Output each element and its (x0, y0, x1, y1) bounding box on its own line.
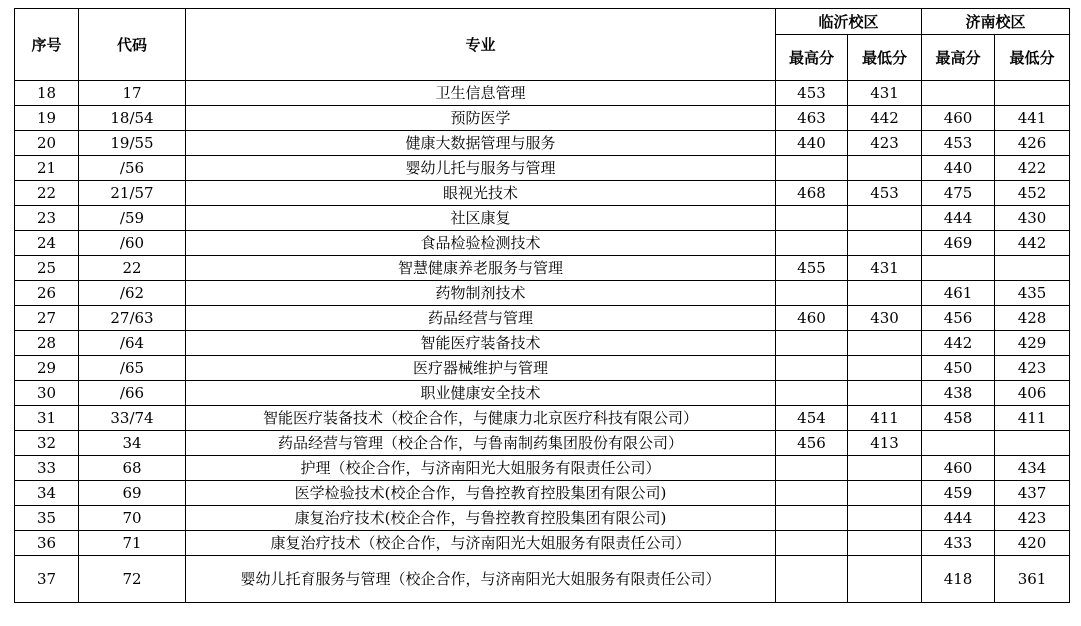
cell-code: 69 (79, 481, 186, 506)
cell-major: 药物制剂技术 (186, 281, 776, 306)
cell-code: 34 (79, 431, 186, 456)
cell-jinan-min: 441 (995, 106, 1070, 131)
cell-no: 33 (15, 456, 79, 481)
cell-major: 预防医学 (186, 106, 776, 131)
cell-jinan-max: 450 (922, 356, 995, 381)
cell-jinan-min: 422 (995, 156, 1070, 181)
cell-jinan-max: 461 (922, 281, 995, 306)
header-jinan-max: 最高分 (922, 35, 995, 81)
header-no: 序号 (15, 9, 79, 81)
cell-major: 药品经营与管理 (186, 306, 776, 331)
cell-code: 33/74 (79, 406, 186, 431)
cell-linyi-max (776, 481, 848, 506)
cell-major: 婴幼儿托与服务与管理 (186, 156, 776, 181)
cell-jinan-max: 442 (922, 331, 995, 356)
cell-code: /56 (79, 156, 186, 181)
cell-major: 药品经营与管理（校企合作，与鲁南制药集团股份有限公司） (186, 431, 776, 456)
cell-major: 卫生信息管理 (186, 81, 776, 106)
cell-jinan-max: 453 (922, 131, 995, 156)
table-row (15, 231, 1070, 256)
cell-code: 27/63 (79, 306, 186, 331)
header-linyi-max: 最高分 (776, 35, 848, 81)
cell-linyi-min (848, 381, 922, 406)
cell-linyi-min (848, 456, 922, 481)
table-row (15, 131, 1070, 156)
cell-no: 35 (15, 506, 79, 531)
cell-no: 29 (15, 356, 79, 381)
header-linyi-min: 最低分 (848, 35, 922, 81)
table-row (15, 506, 1070, 531)
cell-jinan-max: 456 (922, 306, 995, 331)
table-row (15, 331, 1070, 356)
cell-linyi-min: 430 (848, 306, 922, 331)
cell-jinan-max: 459 (922, 481, 995, 506)
cell-code: 72 (79, 556, 186, 603)
cell-jinan-min: 423 (995, 356, 1070, 381)
table-row (15, 256, 1070, 281)
cell-major: 医疗器械维护与管理 (186, 356, 776, 381)
cell-no: 26 (15, 281, 79, 306)
cell-linyi-min: 442 (848, 106, 922, 131)
cell-linyi-min: 453 (848, 181, 922, 206)
table-row (15, 306, 1070, 331)
cell-code: 71 (79, 531, 186, 556)
cell-jinan-min: 442 (995, 231, 1070, 256)
table-row (15, 406, 1070, 431)
cell-jinan-max (922, 431, 995, 456)
table-row (15, 81, 1070, 106)
cell-jinan-min: 430 (995, 206, 1070, 231)
cell-jinan-max: 460 (922, 106, 995, 131)
cell-linyi-min (848, 556, 922, 603)
cell-major: 护理（校企合作，与济南阳光大姐服务有限责任公司） (186, 456, 776, 481)
cell-linyi-min (848, 231, 922, 256)
cell-linyi-max: 440 (776, 131, 848, 156)
cell-jinan-min: 429 (995, 331, 1070, 356)
cell-linyi-max: 453 (776, 81, 848, 106)
cell-code: 70 (79, 506, 186, 531)
cell-jinan-max: 433 (922, 531, 995, 556)
table-row (15, 206, 1070, 231)
cell-major: 社区康复 (186, 206, 776, 231)
cell-no: 36 (15, 531, 79, 556)
table-row (15, 356, 1070, 381)
table-body (15, 81, 1070, 603)
cell-linyi-min (848, 506, 922, 531)
cell-linyi-min (848, 356, 922, 381)
header-jinan-min: 最低分 (995, 35, 1070, 81)
cell-linyi-max (776, 531, 848, 556)
cell-linyi-max: 455 (776, 256, 848, 281)
cell-jinan-min (995, 256, 1070, 281)
cell-major: 智慧健康养老服务与管理 (186, 256, 776, 281)
cell-no: 34 (15, 481, 79, 506)
cell-no: 23 (15, 206, 79, 231)
table-row (15, 456, 1070, 481)
cell-linyi-max (776, 356, 848, 381)
header-campus-linyi: 临沂校区 (776, 9, 922, 35)
cell-jinan-max: 444 (922, 206, 995, 231)
cell-jinan-min: 434 (995, 456, 1070, 481)
cell-major: 智能医疗装备技术（校企合作，与健康力北京医疗科技有限公司） (186, 406, 776, 431)
cell-linyi-max (776, 206, 848, 231)
cell-no: 28 (15, 331, 79, 356)
cell-code: /59 (79, 206, 186, 231)
cell-linyi-min: 431 (848, 256, 922, 281)
cell-linyi-min (848, 481, 922, 506)
cell-jinan-max: 460 (922, 456, 995, 481)
cell-code: 21/57 (79, 181, 186, 206)
cell-jinan-max: 418 (922, 556, 995, 603)
cell-linyi-min: 411 (848, 406, 922, 431)
cell-major: 健康大数据管理与服务 (186, 131, 776, 156)
cell-jinan-min: 428 (995, 306, 1070, 331)
cell-linyi-max: 468 (776, 181, 848, 206)
cell-jinan-min: 426 (995, 131, 1070, 156)
cell-no: 27 (15, 306, 79, 331)
cell-no: 30 (15, 381, 79, 406)
cell-linyi-min: 431 (848, 81, 922, 106)
cell-jinan-min: 411 (995, 406, 1070, 431)
cell-no: 20 (15, 131, 79, 156)
table-row (15, 281, 1070, 306)
table-row (15, 181, 1070, 206)
cell-jinan-min: 452 (995, 181, 1070, 206)
cell-jinan-min (995, 431, 1070, 456)
header-code: 代码 (79, 9, 186, 81)
cell-code: /64 (79, 331, 186, 356)
cell-code: /62 (79, 281, 186, 306)
table-row (15, 381, 1070, 406)
cell-major: 康复治疗技术(校企合作，与鲁控教育控股集团有限公司) (186, 506, 776, 531)
cell-linyi-max (776, 231, 848, 256)
cell-no: 19 (15, 106, 79, 131)
cell-linyi-max (776, 281, 848, 306)
cell-no: 22 (15, 181, 79, 206)
cell-linyi-min (848, 156, 922, 181)
cell-jinan-min: 423 (995, 506, 1070, 531)
admission-score-table (14, 8, 1070, 603)
cell-jinan-max: 440 (922, 156, 995, 181)
cell-code: /60 (79, 231, 186, 256)
cell-no: 18 (15, 81, 79, 106)
cell-jinan-max: 475 (922, 181, 995, 206)
cell-linyi-max: 460 (776, 306, 848, 331)
header-campus-jinan: 济南校区 (922, 9, 1070, 35)
cell-linyi-max (776, 156, 848, 181)
cell-no: 32 (15, 431, 79, 456)
table-row (15, 556, 1070, 603)
cell-jinan-min: 361 (995, 556, 1070, 603)
cell-jinan-min: 420 (995, 531, 1070, 556)
cell-linyi-max: 463 (776, 106, 848, 131)
cell-jinan-min: 437 (995, 481, 1070, 506)
cell-jinan-max (922, 81, 995, 106)
cell-linyi-min: 423 (848, 131, 922, 156)
cell-linyi-min: 413 (848, 431, 922, 456)
cell-no: 24 (15, 231, 79, 256)
cell-jinan-max (922, 256, 995, 281)
cell-linyi-max (776, 456, 848, 481)
cell-jinan-min: 435 (995, 281, 1070, 306)
cell-linyi-max: 456 (776, 431, 848, 456)
header-major: 专业 (186, 9, 776, 81)
cell-code: 18/54 (79, 106, 186, 131)
cell-major: 婴幼儿托育服务与管理（校企合作，与济南阳光大姐服务有限责任公司） (186, 556, 776, 603)
table-row (15, 531, 1070, 556)
cell-no: 31 (15, 406, 79, 431)
table-row (15, 106, 1070, 131)
cell-linyi-max (776, 506, 848, 531)
cell-jinan-min: 406 (995, 381, 1070, 406)
cell-code: 68 (79, 456, 186, 481)
cell-linyi-min (848, 206, 922, 231)
cell-no: 37 (15, 556, 79, 603)
cell-jinan-max: 458 (922, 406, 995, 431)
cell-linyi-max (776, 556, 848, 603)
cell-linyi-min (848, 331, 922, 356)
cell-linyi-max (776, 331, 848, 356)
cell-major: 职业健康安全技术 (186, 381, 776, 406)
cell-linyi-max (776, 381, 848, 406)
table-row (15, 481, 1070, 506)
cell-no: 25 (15, 256, 79, 281)
cell-major: 智能医疗装备技术 (186, 331, 776, 356)
cell-major: 康复治疗技术（校企合作，与济南阳光大姐服务有限责任公司） (186, 531, 776, 556)
cell-major: 食品检验检测技术 (186, 231, 776, 256)
cell-code: 17 (79, 81, 186, 106)
cell-linyi-min (848, 281, 922, 306)
cell-jinan-max: 444 (922, 506, 995, 531)
cell-no: 21 (15, 156, 79, 181)
cell-code: /65 (79, 356, 186, 381)
cell-code: 22 (79, 256, 186, 281)
cell-jinan-min (995, 81, 1070, 106)
table-row (15, 431, 1070, 456)
cell-major: 眼视光技术 (186, 181, 776, 206)
cell-jinan-max: 469 (922, 231, 995, 256)
cell-jinan-max: 438 (922, 381, 995, 406)
table-row (15, 156, 1070, 181)
cell-major: 医学检验技术(校企合作，与鲁控教育控股集团有限公司) (186, 481, 776, 506)
cell-linyi-max: 454 (776, 406, 848, 431)
cell-linyi-min (848, 531, 922, 556)
cell-code: /66 (79, 381, 186, 406)
cell-code: 19/55 (79, 131, 186, 156)
